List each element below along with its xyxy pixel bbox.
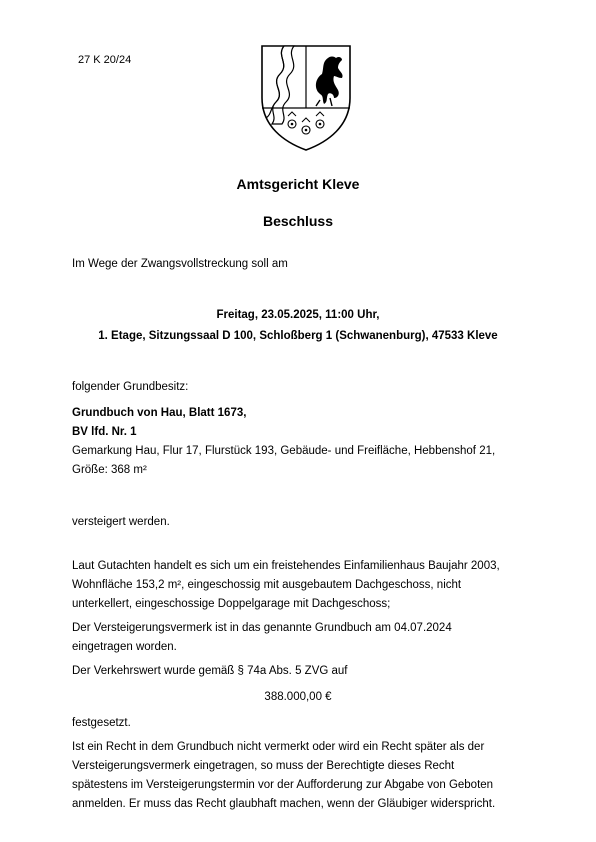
file-number: 27 K 20/24	[78, 54, 132, 66]
registration-line-2: eingetragen worden.	[72, 641, 177, 653]
market-value: 388.000,00 €	[264, 691, 332, 703]
rights-line-3: spätestens im Versteigerungstermin vor der Aufforderung zur Abgabe von Geboten	[72, 779, 494, 791]
appraisal-line-2: Wohnfläche 153,2 m², eingeschossig mit ausgebautem Dachgeschoss, nicht	[72, 579, 462, 591]
property-intro: folgender Grundbesitz:	[72, 381, 189, 393]
appraisal-line-1: Laut Gutachten handelt es sich um ein freistehendes Einfamilienhaus Baujahr 2003,	[72, 560, 500, 572]
parcel-line-2: Größe: 368 m²	[72, 464, 147, 476]
auction-text: versteigert werden.	[72, 516, 170, 528]
appraisal-line-3: unterkellert, eingeschossige Doppelgarage mit Dachgeschoss;	[72, 598, 391, 610]
nrw-coat-of-arms-icon	[258, 42, 354, 152]
bv-number: BV lfd. Nr. 1	[72, 426, 137, 438]
rights-line-2: Versteigerungsvermerk eingetragen, so muss der Berechtigte dieses Recht	[72, 760, 455, 772]
value-outro: festgesetzt.	[72, 717, 131, 729]
auction-date-time: Freitag, 23.05.2025, 11:00 Uhr,	[216, 309, 380, 321]
rights-line-4: anmelden. Er muss das Recht glaubhaft machen, wenn der Gläubiger widerspricht.	[72, 798, 496, 810]
value-intro: Der Verkehrswert wurde gemäß § 74a Abs. 5 ZVG auf	[72, 665, 348, 677]
court-title: Amtsgericht Kleve	[236, 176, 360, 192]
rights-line-1: Ist ein Recht in dem Grundbuch nicht vermerkt oder wird ein Recht später als der	[72, 741, 485, 753]
intro-text: Im Wege der Zwangsvollstreckung soll am	[72, 258, 288, 270]
land-register: Grundbuch von Hau, Blatt 1673,	[72, 407, 247, 419]
parcel-line-1: Gemarkung Hau, Flur 17, Flurstück 193, Gebäude- und Freifläche, Hebbenshof 21,	[72, 445, 496, 457]
registration-line-1: Der Versteigerungsvermerk ist in das genannte Grundbuch am 04.07.2024	[72, 622, 452, 634]
auction-location: 1. Etage, Sitzungssaal D 100, Schloßberg 1 (Schwanenburg), 47533 Kleve	[98, 330, 498, 342]
document-type-heading: Beschluss	[262, 213, 334, 229]
